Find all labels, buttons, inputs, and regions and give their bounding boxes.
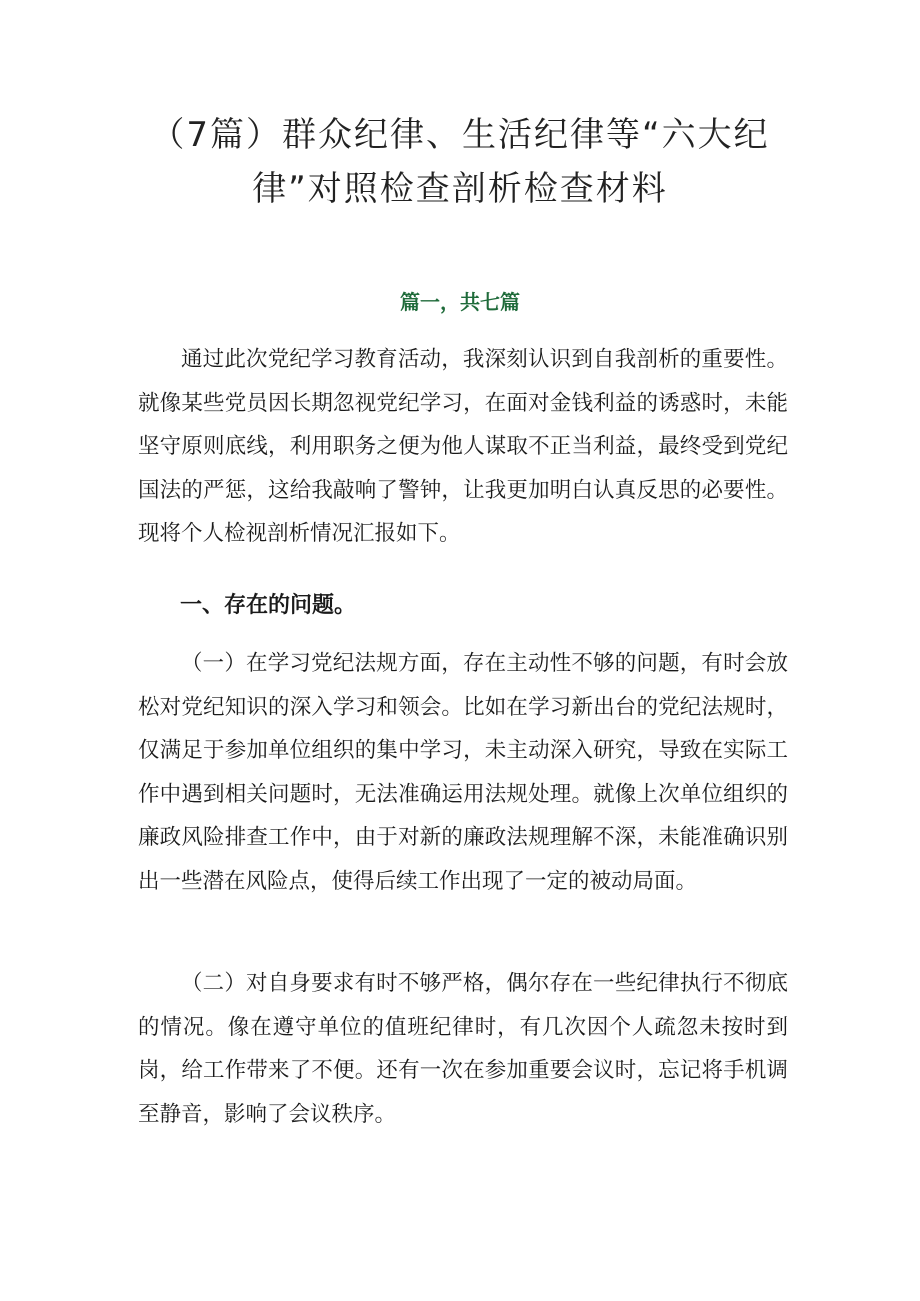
section-heading: 一、存在的问题。: [180, 593, 357, 618]
intro-paragraph: 通过此次党纪学习教育活动，我深刻认识到自我剖析的重要性。就像某些党员因长期忽视党纪学习，在面对金钱利益的诱惑时，未能坚守原则底线，利用职务之便为他人谋取不正当利益，最终受到党纪国法的严惩，这给我敲响了警钟，让我更加明白认真反思的必要性。现将个人检视剖析情况汇报如下。: [138, 347, 788, 546]
document-title: （7篇）群众纪律、生活纪律等“六大纪律”对照检查剖析检查材料: [150, 115, 770, 209]
document-subtitle: 篇一，共七篇: [400, 290, 520, 314]
item-one-paragraph: （一）在学习党纪法规方面，存在主动性不够的问题，有时会放松对党纪知识的深入学习和领会。比如在学习新出台的党纪法规时，仅满足于参加单位组织的集中学习，未主动深入研究，导致在实际工作中遇到相关问题时，无法准确运用法规处理。就像上次单位组织的廉政风险排查工作中，由于对新的廉政法规理解不深，未能准确识别出一些潜在风险点，使得后续工作出现了一定的被动局面。: [138, 651, 788, 894]
item-two-paragraph: （二）对自身要求有时不够严格，偶尔存在一些纪律执行不彻底的情况。像在遵守单位的值班纪律时，有几次因个人疏忽未按时到岗，给工作带来了不便。还有一次在参加重要会议时，忘记将手机调至静音，影响了会议秩序。: [138, 971, 788, 1127]
